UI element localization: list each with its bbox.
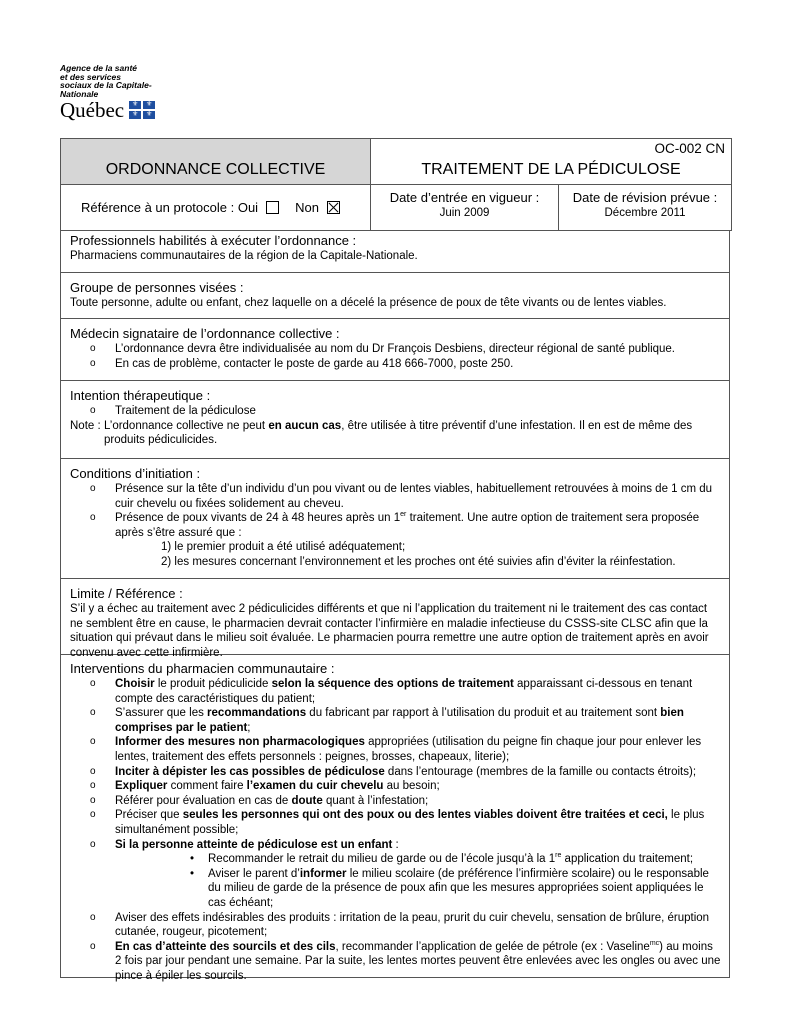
item-text: Aviser le parent d’ bbox=[208, 867, 300, 880]
emphasis: seules les personnes qui ont des poux ou des lentes viables doivent être traitées et ceci, bbox=[182, 809, 668, 822]
section-title: Conditions d’initiation : bbox=[70, 466, 201, 481]
item-text: S’assurer que les bbox=[115, 707, 208, 720]
list-item bbox=[70, 838, 721, 853]
doc-title: TRAITEMENT DE LA PÉDICULOSE bbox=[421, 161, 681, 178]
oui-checkbox[interactable] bbox=[266, 201, 279, 214]
revision-date-value: Décembre 2011 bbox=[604, 207, 686, 219]
emphasis: l’examen du cuir chevelu bbox=[246, 780, 384, 793]
list-item bbox=[70, 511, 721, 540]
superscript: re bbox=[555, 852, 562, 860]
item-text: application du traitement; bbox=[561, 853, 694, 866]
item-text: Préciser que bbox=[115, 809, 183, 822]
effective-date-value: Juin 2009 bbox=[439, 207, 490, 219]
item-text: comment faire bbox=[167, 780, 247, 793]
section-text: S’il y a échec au traitement avec 2 pédiculicides différents et que ni l’application du traitement ni le traitement des cas contact ne semblent être en cause, le pharmacien devrait contacter l’infirmière en maladie infectieuse du CSSS-site CLSC afin que la situation qui prévaut dans le milieu soit évaluée. Le pharmacien pourra remettre une autre option de traitement après en avoir convenu avec cette infirmière. bbox=[70, 603, 709, 659]
emphasis: Informer des mesures non pharmacologiques bbox=[115, 736, 365, 749]
list-item bbox=[70, 677, 721, 706]
section-title: Intention thérapeutique : bbox=[70, 388, 211, 403]
list-item bbox=[70, 779, 721, 794]
revision-date bbox=[559, 185, 731, 230]
protocol-reference bbox=[61, 185, 371, 230]
emphasis: Si la personne atteinte de pédiculose est un enfant bbox=[115, 838, 393, 851]
item-text: appropriées (utilisation du peigne fin chaque jour pour enlever les lentes, traitement des effets personnels : peignes, brosses, chapeaux, literie); bbox=[115, 736, 702, 763]
oui-label: Oui bbox=[237, 200, 259, 215]
item-text: : bbox=[392, 838, 399, 851]
emphasis: En cas d’atteinte des sourcils et des cils bbox=[115, 940, 336, 953]
list-item: o En cas de problème, contacter le poste de garde au 418 666-7000, poste 250. bbox=[70, 357, 721, 372]
item-text: quant à l’infestation; bbox=[322, 794, 429, 807]
note-text: , être utilisée à titre préventif d’une infestation. Il en est de même des produits pédiculicides. bbox=[104, 419, 693, 447]
sub-item: 1) le premier produit a été utilisé adéquatement; bbox=[161, 541, 406, 554]
non-label: Non bbox=[295, 200, 319, 215]
section-intention bbox=[60, 381, 730, 459]
non-checkbox-checked[interactable] bbox=[327, 201, 340, 214]
item-text: dans l’entourage (membres de la famille ou contacts étroits); bbox=[384, 765, 697, 778]
item-text: Présence de poux vivants de 24 à 48 heures après un 1 bbox=[115, 512, 401, 525]
item-text: le produit pédiculicide bbox=[154, 678, 272, 690]
emphasis: recommandations bbox=[207, 707, 307, 720]
emphasis: informer bbox=[299, 867, 347, 880]
item-text: Référer pour évaluation en cas de bbox=[115, 794, 292, 807]
section-title: Professionnels habilités à exécuter l’ordonnance : bbox=[70, 233, 357, 248]
sub-item: 2) les mesures concernant l’environnement et les proches ont été suivies afin d’éviter la réinfestation. bbox=[161, 555, 676, 568]
emphasis: doute bbox=[291, 794, 323, 807]
doc-type: ORDONNANCE COLLECTIVE bbox=[61, 139, 371, 184]
protocol-label: Référence à un protocole : bbox=[81, 200, 235, 215]
list-item bbox=[70, 735, 721, 764]
list-item bbox=[70, 808, 721, 837]
section-title: Interventions du pharmacien communautaire : bbox=[70, 661, 335, 676]
emphasis: Expliquer bbox=[115, 780, 168, 793]
agency-name: Agence de la santé et des services sociaux de la Capitale- Nationale bbox=[60, 63, 152, 99]
section-title: Groupe de personnes visées : bbox=[70, 280, 244, 295]
revision-date-label: Date de révision prévue : bbox=[572, 190, 718, 205]
bullet-item bbox=[70, 867, 721, 911]
item-text: ) au moins 2 fois par jour pendant une semaine. Par la suite, les lentes mortes peuvent être enlevées avec les ongles ou avec une pince à épiler les sourcils. bbox=[115, 940, 721, 982]
section-interventions bbox=[60, 655, 730, 982]
item-text: le milieu scolaire (de préférence l’infirmière scolaire) ou le responsable du milieu de garde de la présence de poux afin que les mesures appropriées soient appliquées le cas échéant; bbox=[208, 867, 709, 909]
list-item: o Présence sur la tête d’un individu d’un pou vivant ou de lentes viables, habituellement retrouvées à moins de 1 cm du cuir chevelu ou fixées solidement au cheveu. bbox=[70, 482, 721, 511]
section-text: Toute personne, adulte ou enfant, chez laquelle on a décelé la présence de poux de tête vivants ou de lentes viables. bbox=[70, 297, 667, 309]
item-text: ; bbox=[247, 721, 251, 734]
doc-code: OC-002 CN bbox=[654, 141, 725, 156]
item-text: au besoin; bbox=[383, 780, 440, 793]
effective-date bbox=[371, 185, 559, 230]
superscript: er bbox=[400, 511, 407, 519]
list-item: o Aviser des effets indésirables des produits : irritation de la peau, prurit du cuir chevelu, sensation de brûlure, éruption cutanée, rougeur, picotement; bbox=[70, 911, 721, 940]
item-text: du fabricant par rapport à l’utilisation du produit et au traitement sont bbox=[306, 707, 661, 720]
section-groupe bbox=[60, 273, 730, 319]
section-professionnels bbox=[60, 230, 730, 273]
section-limite bbox=[60, 579, 730, 659]
section-text: Pharmaciens communautaires de la région de la Capitale-Nationale. bbox=[70, 250, 418, 262]
list-item bbox=[70, 765, 721, 780]
emphasis: Choisir bbox=[115, 678, 155, 690]
note bbox=[70, 419, 721, 448]
fleur-de-lis-flag-icon: ⚜ ⚜ ⚜ ⚜ bbox=[129, 101, 155, 119]
header-table bbox=[60, 138, 732, 231]
list-item: o Traitement de la pédiculose bbox=[70, 404, 721, 419]
item-text: , recommander l’application de gelée de pétrole (ex : Vaseline bbox=[335, 940, 650, 953]
item-text: Recommander le retrait du milieu de garde ou de l’école jusqu’à la 1 bbox=[208, 853, 556, 866]
section-title: Médecin signataire de l’ordonnance collective : bbox=[70, 326, 340, 341]
note-key: Note : bbox=[70, 419, 101, 432]
emphasis: selon la séquence des options de traitement bbox=[271, 678, 514, 690]
section-title: Limite / Référence : bbox=[70, 586, 183, 601]
bullet-item bbox=[70, 852, 721, 867]
section-medecin bbox=[60, 319, 730, 381]
emphasis: bien comprises par le patient bbox=[115, 707, 684, 734]
list-item bbox=[70, 706, 721, 735]
quebec-wordmark: Québec bbox=[60, 98, 125, 122]
item-text: le plus simultanément possible; bbox=[115, 809, 705, 836]
item-text: apparaissant ci-dessous en tenant compte des caractéristiques du patient; bbox=[115, 678, 693, 705]
note-text: L’ordonnance collective ne peut bbox=[104, 419, 269, 432]
emphasis: Inciter à dépister les cas possibles de pédiculose bbox=[115, 765, 385, 778]
superscript: mc bbox=[649, 939, 660, 947]
agency-logo bbox=[60, 64, 200, 121]
list-item bbox=[70, 940, 721, 984]
list-item: o L’ordonnance devra être individualisée au nom du Dr François Desbiens, directeur régional de santé publique. bbox=[70, 342, 721, 357]
item-text: traitement. Une autre option de traitement sera proposée après s’être assuré que : bbox=[115, 512, 700, 539]
note-emphasis: en aucun cas bbox=[268, 419, 342, 432]
effective-date-label: Date d’entrée en vigueur : bbox=[389, 190, 540, 205]
section-conditions bbox=[60, 459, 730, 579]
list-item bbox=[70, 794, 721, 809]
